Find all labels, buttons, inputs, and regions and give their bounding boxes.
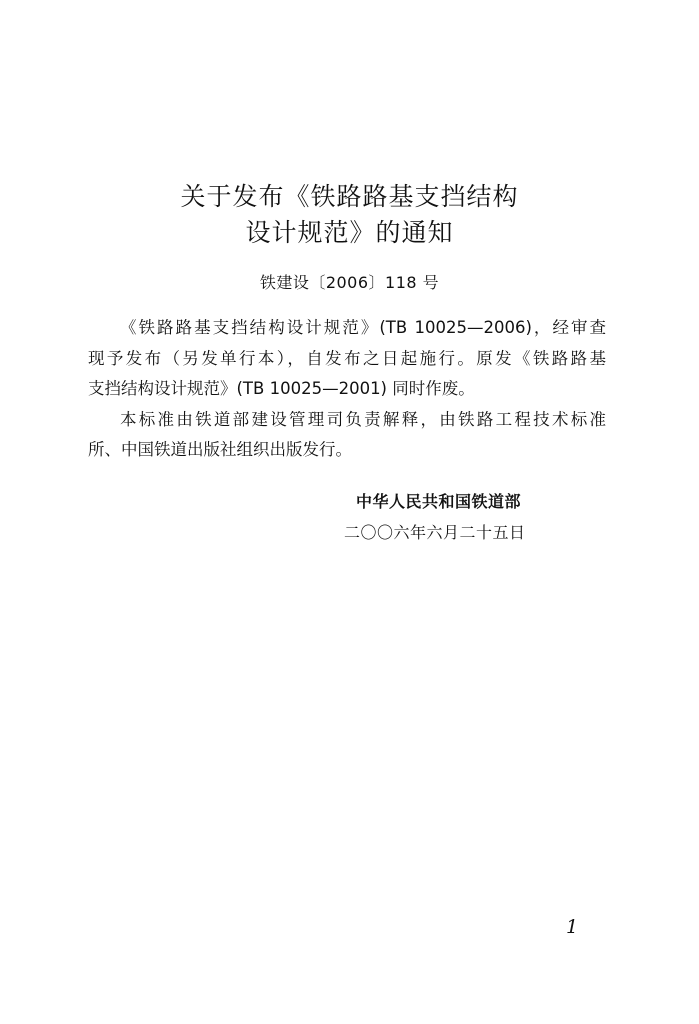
document-number: 铁建设〔2006〕118 号 [259, 273, 440, 292]
issuer-signature: 中华人民共和国铁道部 [356, 492, 522, 511]
title-line-2: 设计规范》的通知 [245, 218, 454, 247]
paragraph-2-line-2: 所、中国铁道出版社组织出版发行。 [88, 440, 352, 459]
paragraph-1-line-1: 《铁路路基支挡结构设计规范》(TB 10025—2006)，经审查 [120, 318, 606, 337]
page-number: 1 [566, 916, 579, 938]
paragraph-2-line-1: 本标准由铁道部建设管理司负责解释，由铁路工程技术标准 [120, 410, 606, 429]
title-line-1: 关于发布《铁路路基支挡结构 [180, 182, 519, 211]
paragraph-1-line-3: 支挡结构设计规范》(TB 10025—2001) 同时作废。 [88, 379, 475, 398]
paragraph-1-line-2: 现予发布（另发单行本），自发布之日起施行。原发《铁路路基 [88, 349, 606, 368]
issue-date: 二〇〇六年六月二十五日 [344, 523, 526, 542]
